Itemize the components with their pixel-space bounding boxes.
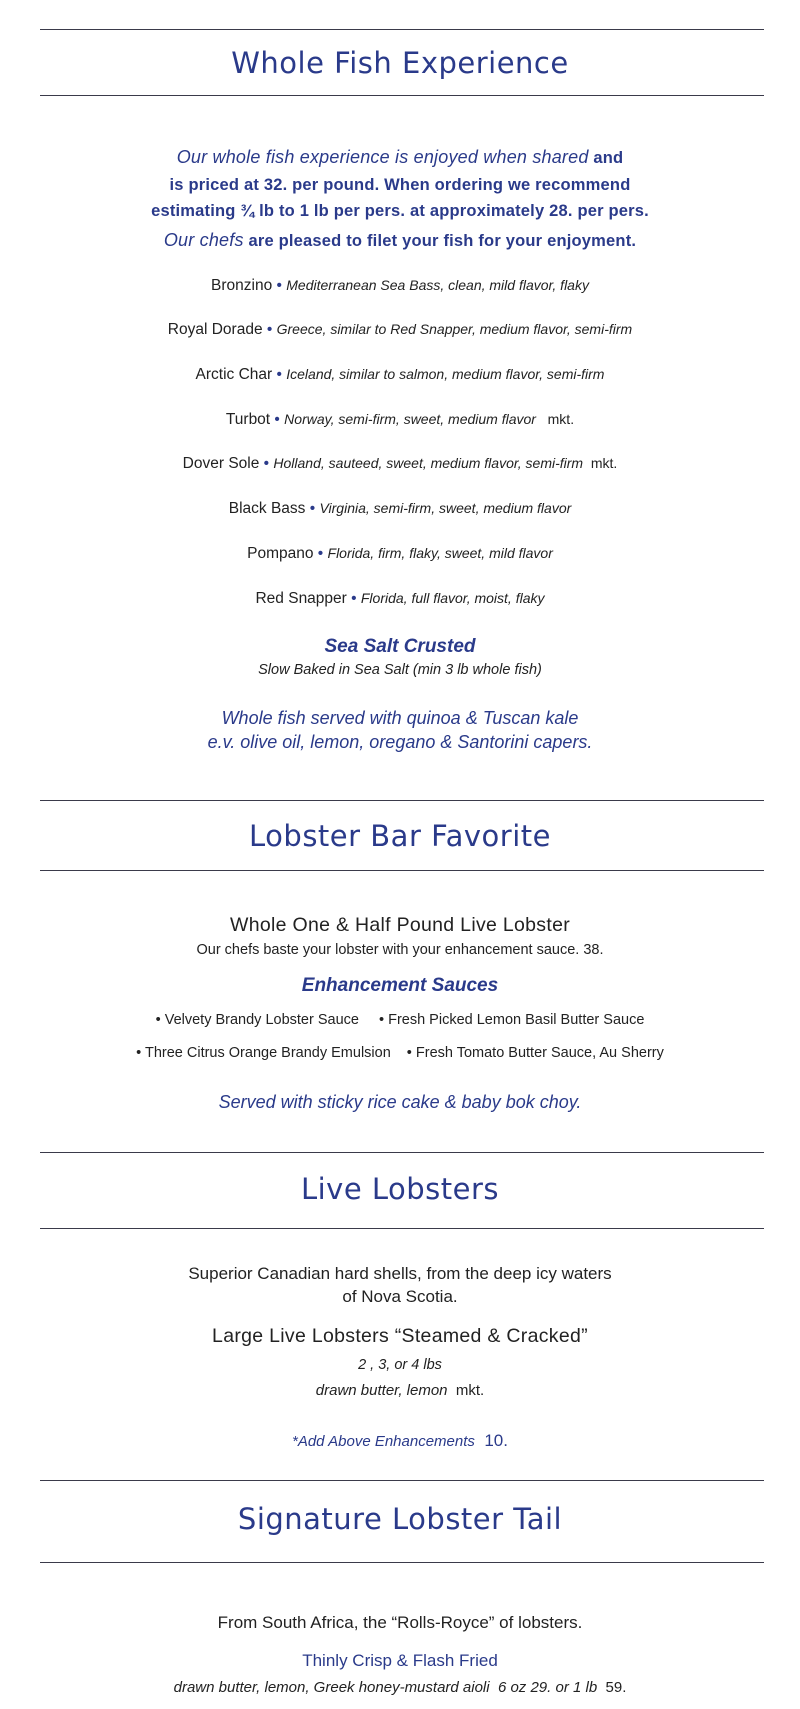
- fish-name: Pompano: [247, 545, 314, 562]
- intro-text: and: [588, 149, 624, 167]
- sauce-row-2: [0, 1045, 800, 1061]
- divider: [40, 95, 764, 96]
- serve-or: or 1 lb: [555, 1679, 598, 1696]
- fish-description: Greece, similar to Red Snapper, medium flavor, semi-firm: [276, 321, 633, 337]
- fish-item-red-snapper: [0, 590, 800, 608]
- served-with-line-2: e.v. olive oil, lemon, oregano & Santorini capers.: [207, 732, 593, 752]
- fish-description: Holland, sauteed, sweet, medium flavor, semi-firm: [273, 455, 584, 471]
- serve-price: mkt.: [447, 1382, 485, 1399]
- lobster-item-name: Whole One & Half Pound Live Lobster: [229, 914, 571, 936]
- fish-name: Royal Dorade: [167, 321, 263, 338]
- divider: [40, 1562, 764, 1563]
- bullet: •: [259, 455, 274, 472]
- sauce-item: • Velvety Brandy Lobster Sauce: [155, 1012, 359, 1028]
- fish-item-turbot: [0, 411, 800, 429]
- section-title-signature-tail: Signature Lobster Tail: [237, 1502, 563, 1536]
- fish-item-royal-dorade: [0, 321, 800, 339]
- fish-name: Bronzino: [211, 277, 273, 294]
- intro-italic: Our chefs: [163, 230, 244, 250]
- fish-description: Norway, semi-firm, sweet, medium flavor: [284, 411, 536, 427]
- fish-item-dover-sole: [0, 455, 800, 473]
- bullet: •: [262, 321, 277, 338]
- fish-description: Iceland, similar to salmon, medium flavor, semi-firm: [286, 366, 605, 382]
- intro-line-4: [0, 230, 800, 251]
- fish-description: Mediterranean Sea Bass, clean, mild flavor, flaky: [286, 277, 589, 293]
- fish-price: mkt.: [535, 411, 575, 427]
- fish-item-arctic-char: [0, 366, 800, 384]
- serve-italic: drawn butter, lemon: [315, 1382, 448, 1399]
- fish-name: Arctic Char: [195, 366, 273, 383]
- lobster-item-description: Our chefs baste your lobster with your enhancement sauce. 38.: [196, 942, 604, 958]
- live-lobster-description-2: of Nova Scotia.: [342, 1287, 458, 1306]
- served-with-line-1: Whole fish served with quinoa & Tuscan kale: [221, 708, 579, 728]
- divider: [40, 29, 764, 30]
- section-title-lobster-bar: Lobster Bar Favorite: [249, 819, 551, 853]
- intro-text: are pleased to filet your fish for your enjoyment.: [243, 232, 637, 250]
- fish-name: Black Bass: [228, 500, 306, 517]
- sea-salt-description: Slow Baked in Sea Salt (min 3 lb whole fish): [258, 662, 542, 678]
- bullet: •: [272, 277, 287, 294]
- intro-italic: Our whole fish experience is enjoyed when shared: [176, 147, 589, 167]
- fish-item-bronzino: [0, 277, 800, 295]
- fish-price: mkt.: [583, 455, 618, 471]
- add-enhancements-price: 10.: [474, 1431, 508, 1450]
- fish-name: Dover Sole: [182, 455, 260, 472]
- enhancement-sauces-title: Enhancement Sauces: [301, 975, 499, 996]
- fish-description: Florida, firm, flaky, sweet, mild flavor: [327, 545, 553, 561]
- lobster-served-with: Served with sticky rice cake & baby bok choy.: [218, 1092, 582, 1112]
- sauce-item: • Three Citrus Orange Brandy Emulsion: [136, 1045, 391, 1061]
- live-lobster-serve: [0, 1382, 800, 1399]
- live-lobster-sizes: 2 , 3, or 4 lbs: [358, 1357, 442, 1373]
- fish-name: Red Snapper: [255, 590, 347, 607]
- bullet: •: [313, 545, 328, 562]
- add-enhancements: [0, 1431, 800, 1451]
- bullet: •: [305, 500, 320, 517]
- section-title-live-lobsters: Live Lobsters: [300, 1172, 500, 1206]
- fish-description: Florida, full flavor, moist, flaky: [360, 590, 545, 606]
- signature-tail-serve: [0, 1679, 800, 1696]
- intro-line-2: is priced at 32. per pound. When ordering we recommend: [169, 176, 631, 194]
- bullet: •: [272, 366, 287, 383]
- sea-salt-title: Sea Salt Crusted: [324, 636, 476, 657]
- sauce-item: • Fresh Tomato Butter Sauce, Au Sherry: [406, 1045, 664, 1061]
- live-lobster-item: Large Live Lobsters “Steamed & Cracked”: [212, 1325, 588, 1347]
- intro-line-3: estimating ¾ lb to 1 lb per pers. at approximately 28. per pers.: [151, 202, 649, 220]
- intro-line-1: [0, 147, 800, 168]
- signature-tail-style: Thinly Crisp & Flash Fried: [302, 1651, 498, 1670]
- live-lobster-description-1: Superior Canadian hard shells, from the deep icy waters: [188, 1264, 612, 1283]
- divider: [40, 1480, 764, 1481]
- serve-price: 59.: [597, 1679, 627, 1696]
- sauce-item: • Fresh Picked Lemon Basil Butter Sauce: [378, 1012, 645, 1028]
- serve-price: 6 oz 29.: [489, 1679, 556, 1696]
- bullet: •: [270, 411, 285, 428]
- divider: [40, 1152, 764, 1153]
- divider: [40, 800, 764, 801]
- divider: [40, 1228, 764, 1229]
- signature-tail-description: From South Africa, the “Rolls-Royce” of lobsters.: [217, 1613, 583, 1632]
- fish-name: Turbot: [225, 411, 271, 428]
- divider: [40, 870, 764, 871]
- serve-italic: drawn butter, lemon, Greek honey-mustard aioli: [173, 1679, 490, 1696]
- fish-item-black-bass: [0, 500, 800, 518]
- fish-description: Virginia, semi-firm, sweet, medium flavor: [319, 500, 572, 516]
- section-title-whole-fish: Whole Fish Experience: [231, 46, 569, 80]
- fish-item-pompano: [0, 545, 800, 563]
- bullet: •: [346, 590, 361, 607]
- sauce-row-1: [0, 1012, 800, 1028]
- add-enhancements-label: *Add Above Enhancements: [292, 1433, 475, 1450]
